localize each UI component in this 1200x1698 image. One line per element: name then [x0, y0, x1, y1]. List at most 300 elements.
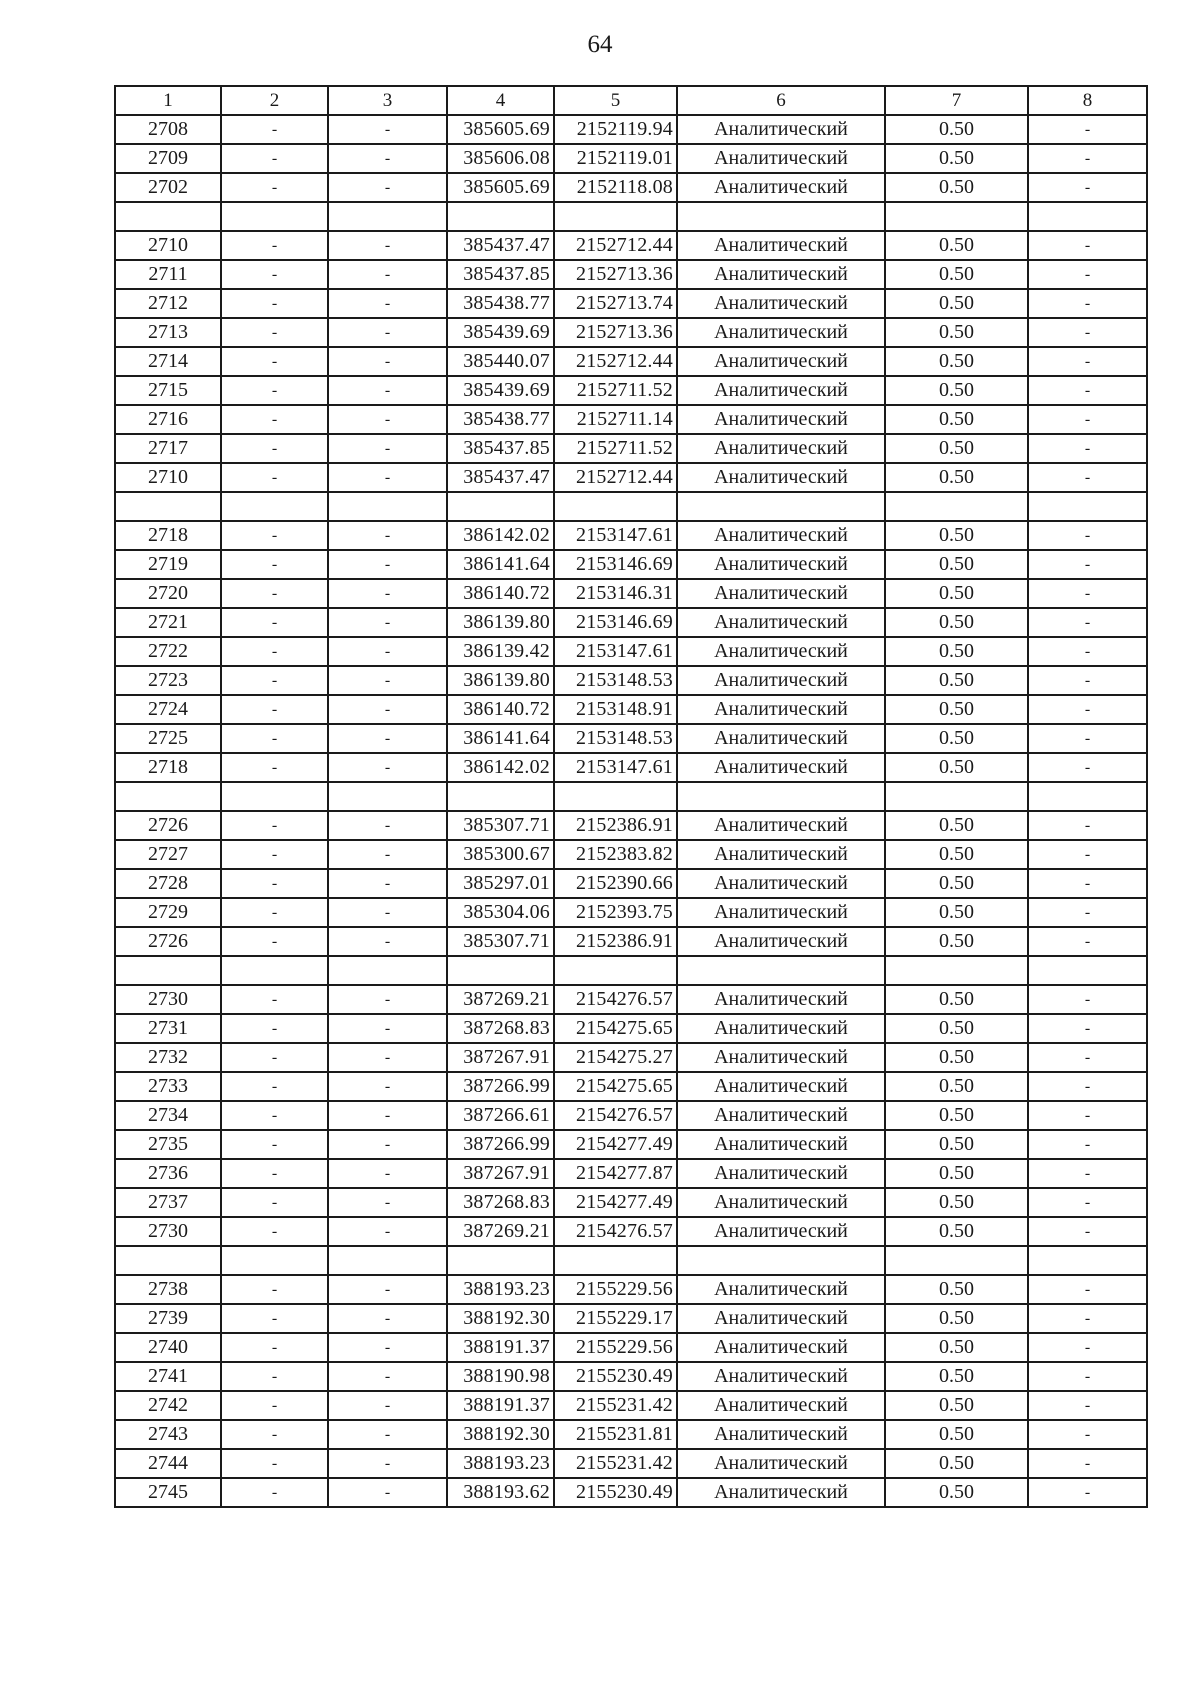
point-number-cell: 2732: [115, 1043, 221, 1072]
point-number-cell: 2741: [115, 1362, 221, 1391]
col8-cell: -: [1028, 550, 1147, 579]
method-cell: Аналитический: [677, 376, 885, 405]
method-cell: [677, 956, 885, 985]
column-header: 1: [115, 86, 221, 115]
x-coordinate-cell: 387266.99: [447, 1072, 554, 1101]
method-cell: Аналитический: [677, 1188, 885, 1217]
col2-cell: -: [221, 289, 328, 318]
col8-cell: [1028, 782, 1147, 811]
x-coordinate-cell: 386139.80: [447, 666, 554, 695]
col8-cell: -: [1028, 927, 1147, 956]
table-row: [115, 231, 1147, 260]
col3-cell: -: [328, 1072, 447, 1101]
x-coordinate-cell: 385439.69: [447, 376, 554, 405]
col3-cell: -: [328, 1391, 447, 1420]
table-row: [115, 1275, 1147, 1304]
table-row: [115, 318, 1147, 347]
col8-cell: -: [1028, 463, 1147, 492]
table-header-row: [115, 86, 1147, 115]
col2-cell: -: [221, 1391, 328, 1420]
x-coordinate-cell: 385439.69: [447, 318, 554, 347]
accuracy-cell: 0.50: [885, 1420, 1028, 1449]
col3-cell: -: [328, 869, 447, 898]
table-row: [115, 753, 1147, 782]
point-number-cell: 2735: [115, 1130, 221, 1159]
col3-cell: -: [328, 1449, 447, 1478]
method-cell: Аналитический: [677, 115, 885, 144]
method-cell: Аналитический: [677, 1391, 885, 1420]
point-number-cell: 2723: [115, 666, 221, 695]
col3-cell: [328, 782, 447, 811]
col2-cell: -: [221, 1188, 328, 1217]
x-coordinate-cell: 385304.06: [447, 898, 554, 927]
col8-cell: -: [1028, 869, 1147, 898]
col3-cell: -: [328, 579, 447, 608]
method-cell: Аналитический: [677, 666, 885, 695]
col8-cell: -: [1028, 260, 1147, 289]
x-coordinate-cell: 386139.80: [447, 608, 554, 637]
table-row: [115, 463, 1147, 492]
table-row: [115, 1043, 1147, 1072]
col8-cell: -: [1028, 1101, 1147, 1130]
col8-cell: -: [1028, 608, 1147, 637]
x-coordinate-cell: 386140.72: [447, 695, 554, 724]
accuracy-cell: 0.50: [885, 376, 1028, 405]
y-coordinate-cell: 2152390.66: [554, 869, 677, 898]
col2-cell: -: [221, 1217, 328, 1246]
table-row: [115, 1130, 1147, 1159]
y-coordinate-cell: 2153146.31: [554, 579, 677, 608]
accuracy-cell: 0.50: [885, 1391, 1028, 1420]
accuracy-cell: 0.50: [885, 608, 1028, 637]
point-number-cell: 2730: [115, 1217, 221, 1246]
col8-cell: -: [1028, 1391, 1147, 1420]
method-cell: Аналитический: [677, 753, 885, 782]
col8-cell: -: [1028, 144, 1147, 173]
point-number-cell: 2715: [115, 376, 221, 405]
col2-cell: -: [221, 376, 328, 405]
accuracy-cell: 0.50: [885, 1043, 1028, 1072]
x-coordinate-cell: 386140.72: [447, 579, 554, 608]
accuracy-cell: 0.50: [885, 318, 1028, 347]
y-coordinate-cell: 2152711.52: [554, 434, 677, 463]
point-number-cell: [115, 782, 221, 811]
y-coordinate-cell: 2152712.44: [554, 231, 677, 260]
point-number-cell: 2713: [115, 318, 221, 347]
y-coordinate-cell: 2154277.49: [554, 1188, 677, 1217]
col8-cell: -: [1028, 637, 1147, 666]
point-number-cell: 2710: [115, 463, 221, 492]
x-coordinate-cell: [447, 492, 554, 521]
x-coordinate-cell: 385297.01: [447, 869, 554, 898]
accuracy-cell: 0.50: [885, 1362, 1028, 1391]
col8-cell: -: [1028, 579, 1147, 608]
x-coordinate-cell: 388192.30: [447, 1304, 554, 1333]
table-row: [115, 579, 1147, 608]
method-cell: [677, 492, 885, 521]
y-coordinate-cell: 2155229.56: [554, 1333, 677, 1362]
col8-cell: -: [1028, 1275, 1147, 1304]
accuracy-cell: 0.50: [885, 1072, 1028, 1101]
table-row: [115, 1333, 1147, 1362]
table-row: [115, 260, 1147, 289]
col3-cell: -: [328, 115, 447, 144]
table-row: [115, 898, 1147, 927]
col2-cell: -: [221, 869, 328, 898]
y-coordinate-cell: 2152713.36: [554, 318, 677, 347]
accuracy-cell: 0.50: [885, 1449, 1028, 1478]
y-coordinate-cell: [554, 956, 677, 985]
col8-cell: -: [1028, 753, 1147, 782]
method-cell: Аналитический: [677, 318, 885, 347]
col2-cell: -: [221, 608, 328, 637]
x-coordinate-cell: 385307.71: [447, 811, 554, 840]
accuracy-cell: 0.50: [885, 1304, 1028, 1333]
col2-cell: -: [221, 724, 328, 753]
accuracy-cell: 0.50: [885, 405, 1028, 434]
table-row: [115, 666, 1147, 695]
table-row: [115, 550, 1147, 579]
point-number-cell: 2738: [115, 1275, 221, 1304]
method-cell: Аналитический: [677, 1275, 885, 1304]
table-row: [115, 840, 1147, 869]
accuracy-cell: 0.50: [885, 1217, 1028, 1246]
x-coordinate-cell: 387266.99: [447, 1130, 554, 1159]
point-number-cell: 2711: [115, 260, 221, 289]
y-coordinate-cell: 2154277.87: [554, 1159, 677, 1188]
accuracy-cell: 0.50: [885, 550, 1028, 579]
y-coordinate-cell: 2152711.52: [554, 376, 677, 405]
point-number-cell: 2725: [115, 724, 221, 753]
col2-cell: -: [221, 695, 328, 724]
table-row: [115, 1391, 1147, 1420]
col2-cell: -: [221, 260, 328, 289]
point-number-cell: [115, 1246, 221, 1275]
method-cell: Аналитический: [677, 1130, 885, 1159]
col3-cell: -: [328, 405, 447, 434]
method-cell: Аналитический: [677, 289, 885, 318]
y-coordinate-cell: 2152119.94: [554, 115, 677, 144]
x-coordinate-cell: 388193.23: [447, 1449, 554, 1478]
x-coordinate-cell: 387268.83: [447, 1014, 554, 1043]
col2-cell: -: [221, 1304, 328, 1333]
table-row: [115, 1217, 1147, 1246]
y-coordinate-cell: 2152712.44: [554, 463, 677, 492]
table-separator-row: [115, 782, 1147, 811]
col8-cell: -: [1028, 1449, 1147, 1478]
col3-cell: -: [328, 434, 447, 463]
coordinates-table: [114, 85, 1148, 1508]
point-number-cell: 2709: [115, 144, 221, 173]
col3-cell: -: [328, 666, 447, 695]
point-number-cell: 2739: [115, 1304, 221, 1333]
col2-cell: -: [221, 434, 328, 463]
col2-cell: -: [221, 1130, 328, 1159]
col3-cell: -: [328, 1014, 447, 1043]
accuracy-cell: [885, 492, 1028, 521]
table-row: [115, 1478, 1147, 1507]
table-row: [115, 521, 1147, 550]
col8-cell: [1028, 1246, 1147, 1275]
col2-cell: -: [221, 231, 328, 260]
table-row: [115, 811, 1147, 840]
table-separator-row: [115, 956, 1147, 985]
table-row: [115, 173, 1147, 202]
x-coordinate-cell: 387267.91: [447, 1043, 554, 1072]
x-coordinate-cell: 388193.23: [447, 1275, 554, 1304]
point-number-cell: 2730: [115, 985, 221, 1014]
col2-cell: -: [221, 1449, 328, 1478]
y-coordinate-cell: 2152713.74: [554, 289, 677, 318]
col8-cell: -: [1028, 695, 1147, 724]
accuracy-cell: 0.50: [885, 1130, 1028, 1159]
col2-cell: [221, 492, 328, 521]
y-coordinate-cell: 2153147.61: [554, 753, 677, 782]
accuracy-cell: 0.50: [885, 115, 1028, 144]
point-number-cell: 2727: [115, 840, 221, 869]
col3-cell: -: [328, 376, 447, 405]
y-coordinate-cell: 2154277.49: [554, 1130, 677, 1159]
point-number-cell: 2712: [115, 289, 221, 318]
point-number-cell: 2745: [115, 1478, 221, 1507]
y-coordinate-cell: 2152393.75: [554, 898, 677, 927]
point-number-cell: [115, 202, 221, 231]
point-number-cell: 2719: [115, 550, 221, 579]
col3-cell: [328, 1246, 447, 1275]
accuracy-cell: 0.50: [885, 1159, 1028, 1188]
y-coordinate-cell: 2155229.56: [554, 1275, 677, 1304]
accuracy-cell: 0.50: [885, 521, 1028, 550]
column-header: 8: [1028, 86, 1147, 115]
table-separator-row: [115, 1246, 1147, 1275]
point-number-cell: [115, 956, 221, 985]
table-row: [115, 1159, 1147, 1188]
col2-cell: -: [221, 579, 328, 608]
col2-cell: -: [221, 666, 328, 695]
col3-cell: -: [328, 1420, 447, 1449]
x-coordinate-cell: 385437.47: [447, 463, 554, 492]
col8-cell: -: [1028, 1362, 1147, 1391]
method-cell: Аналитический: [677, 347, 885, 376]
col2-cell: -: [221, 927, 328, 956]
table-separator-row: [115, 492, 1147, 521]
col2-cell: -: [221, 1014, 328, 1043]
col3-cell: -: [328, 753, 447, 782]
y-coordinate-cell: 2153146.69: [554, 550, 677, 579]
col3-cell: -: [328, 231, 447, 260]
col2-cell: -: [221, 1420, 328, 1449]
y-coordinate-cell: 2152119.01: [554, 144, 677, 173]
col3-cell: -: [328, 724, 447, 753]
col2-cell: [221, 782, 328, 811]
method-cell: Аналитический: [677, 550, 885, 579]
page-number: 64: [587, 31, 613, 58]
col3-cell: -: [328, 695, 447, 724]
x-coordinate-cell: 386139.42: [447, 637, 554, 666]
table-row: [115, 637, 1147, 666]
y-coordinate-cell: [554, 782, 677, 811]
y-coordinate-cell: [554, 202, 677, 231]
col8-cell: -: [1028, 898, 1147, 927]
col8-cell: -: [1028, 1043, 1147, 1072]
col8-cell: -: [1028, 434, 1147, 463]
y-coordinate-cell: 2152383.82: [554, 840, 677, 869]
col2-cell: -: [221, 463, 328, 492]
y-coordinate-cell: 2154275.65: [554, 1014, 677, 1043]
point-number-cell: 2722: [115, 637, 221, 666]
y-coordinate-cell: 2154276.57: [554, 985, 677, 1014]
x-coordinate-cell: 385300.67: [447, 840, 554, 869]
y-coordinate-cell: 2155230.49: [554, 1362, 677, 1391]
col2-cell: -: [221, 811, 328, 840]
col2-cell: -: [221, 318, 328, 347]
table-row: [115, 869, 1147, 898]
col8-cell: -: [1028, 231, 1147, 260]
table-row: [115, 1304, 1147, 1333]
x-coordinate-cell: 388192.30: [447, 1420, 554, 1449]
column-header: 5: [554, 86, 677, 115]
col2-cell: -: [221, 1478, 328, 1507]
method-cell: Аналитический: [677, 405, 885, 434]
x-coordinate-cell: 385437.85: [447, 260, 554, 289]
x-coordinate-cell: 387268.83: [447, 1188, 554, 1217]
accuracy-cell: 0.50: [885, 666, 1028, 695]
x-coordinate-cell: 385438.77: [447, 405, 554, 434]
col2-cell: -: [221, 173, 328, 202]
col2-cell: -: [221, 144, 328, 173]
table-row: [115, 144, 1147, 173]
table-row: [115, 289, 1147, 318]
accuracy-cell: 0.50: [885, 1275, 1028, 1304]
accuracy-cell: [885, 202, 1028, 231]
method-cell: Аналитический: [677, 1159, 885, 1188]
x-coordinate-cell: 385438.77: [447, 289, 554, 318]
table-row: [115, 985, 1147, 1014]
col2-cell: [221, 1246, 328, 1275]
y-coordinate-cell: 2153148.53: [554, 666, 677, 695]
accuracy-cell: 0.50: [885, 695, 1028, 724]
table-row: [115, 1188, 1147, 1217]
y-coordinate-cell: 2152386.91: [554, 927, 677, 956]
method-cell: Аналитический: [677, 463, 885, 492]
x-coordinate-cell: 387269.21: [447, 985, 554, 1014]
column-header: 2: [221, 86, 328, 115]
method-cell: Аналитический: [677, 1014, 885, 1043]
column-header: 7: [885, 86, 1028, 115]
col3-cell: -: [328, 1130, 447, 1159]
x-coordinate-cell: 388191.37: [447, 1333, 554, 1362]
col3-cell: -: [328, 840, 447, 869]
accuracy-cell: 0.50: [885, 347, 1028, 376]
method-cell: Аналитический: [677, 1043, 885, 1072]
accuracy-cell: 0.50: [885, 753, 1028, 782]
method-cell: [677, 202, 885, 231]
col2-cell: -: [221, 898, 328, 927]
x-coordinate-cell: 387266.61: [447, 1101, 554, 1130]
x-coordinate-cell: 388191.37: [447, 1391, 554, 1420]
x-coordinate-cell: 386142.02: [447, 521, 554, 550]
col2-cell: -: [221, 1159, 328, 1188]
accuracy-cell: 0.50: [885, 1188, 1028, 1217]
col3-cell: -: [328, 318, 447, 347]
col8-cell: -: [1028, 1333, 1147, 1362]
point-number-cell: 2718: [115, 521, 221, 550]
col3-cell: -: [328, 521, 447, 550]
col8-cell: -: [1028, 811, 1147, 840]
table-row: [115, 1449, 1147, 1478]
accuracy-cell: [885, 1246, 1028, 1275]
method-cell: Аналитический: [677, 985, 885, 1014]
point-number-cell: 2728: [115, 869, 221, 898]
y-coordinate-cell: 2152712.44: [554, 347, 677, 376]
point-number-cell: 2729: [115, 898, 221, 927]
y-coordinate-cell: 2155230.49: [554, 1478, 677, 1507]
accuracy-cell: 0.50: [885, 1014, 1028, 1043]
point-number-cell: 2726: [115, 927, 221, 956]
table-row: [115, 376, 1147, 405]
col8-cell: -: [1028, 376, 1147, 405]
point-number-cell: 2734: [115, 1101, 221, 1130]
col3-cell: -: [328, 637, 447, 666]
col8-cell: -: [1028, 1304, 1147, 1333]
point-number-cell: 2740: [115, 1333, 221, 1362]
method-cell: Аналитический: [677, 637, 885, 666]
method-cell: Аналитический: [677, 521, 885, 550]
accuracy-cell: 0.50: [885, 463, 1028, 492]
col3-cell: -: [328, 1275, 447, 1304]
x-coordinate-cell: 387269.21: [447, 1217, 554, 1246]
col2-cell: [221, 956, 328, 985]
y-coordinate-cell: 2152118.08: [554, 173, 677, 202]
method-cell: Аналитический: [677, 1333, 885, 1362]
method-cell: Аналитический: [677, 608, 885, 637]
accuracy-cell: 0.50: [885, 840, 1028, 869]
col3-cell: -: [328, 1159, 447, 1188]
method-cell: Аналитический: [677, 1101, 885, 1130]
col3-cell: -: [328, 1101, 447, 1130]
table-row: [115, 1072, 1147, 1101]
col2-cell: -: [221, 1072, 328, 1101]
y-coordinate-cell: 2153146.69: [554, 608, 677, 637]
x-coordinate-cell: 385437.47: [447, 231, 554, 260]
x-coordinate-cell: 388193.62: [447, 1478, 554, 1507]
y-coordinate-cell: 2154276.57: [554, 1217, 677, 1246]
point-number-cell: 2718: [115, 753, 221, 782]
col8-cell: -: [1028, 1130, 1147, 1159]
col8-cell: -: [1028, 173, 1147, 202]
col3-cell: -: [328, 811, 447, 840]
accuracy-cell: 0.50: [885, 637, 1028, 666]
accuracy-cell: 0.50: [885, 927, 1028, 956]
col3-cell: -: [328, 1217, 447, 1246]
accuracy-cell: 0.50: [885, 173, 1028, 202]
point-number-cell: 2708: [115, 115, 221, 144]
table-row: [115, 347, 1147, 376]
accuracy-cell: 0.50: [885, 231, 1028, 260]
method-cell: Аналитический: [677, 434, 885, 463]
y-coordinate-cell: 2152711.14: [554, 405, 677, 434]
col8-cell: -: [1028, 666, 1147, 695]
x-coordinate-cell: 385437.85: [447, 434, 554, 463]
point-number-cell: 2716: [115, 405, 221, 434]
table-row: [115, 608, 1147, 637]
accuracy-cell: 0.50: [885, 579, 1028, 608]
col3-cell: -: [328, 985, 447, 1014]
point-number-cell: 2724: [115, 695, 221, 724]
col8-cell: -: [1028, 1217, 1147, 1246]
table-row: [115, 405, 1147, 434]
method-cell: Аналитический: [677, 1478, 885, 1507]
